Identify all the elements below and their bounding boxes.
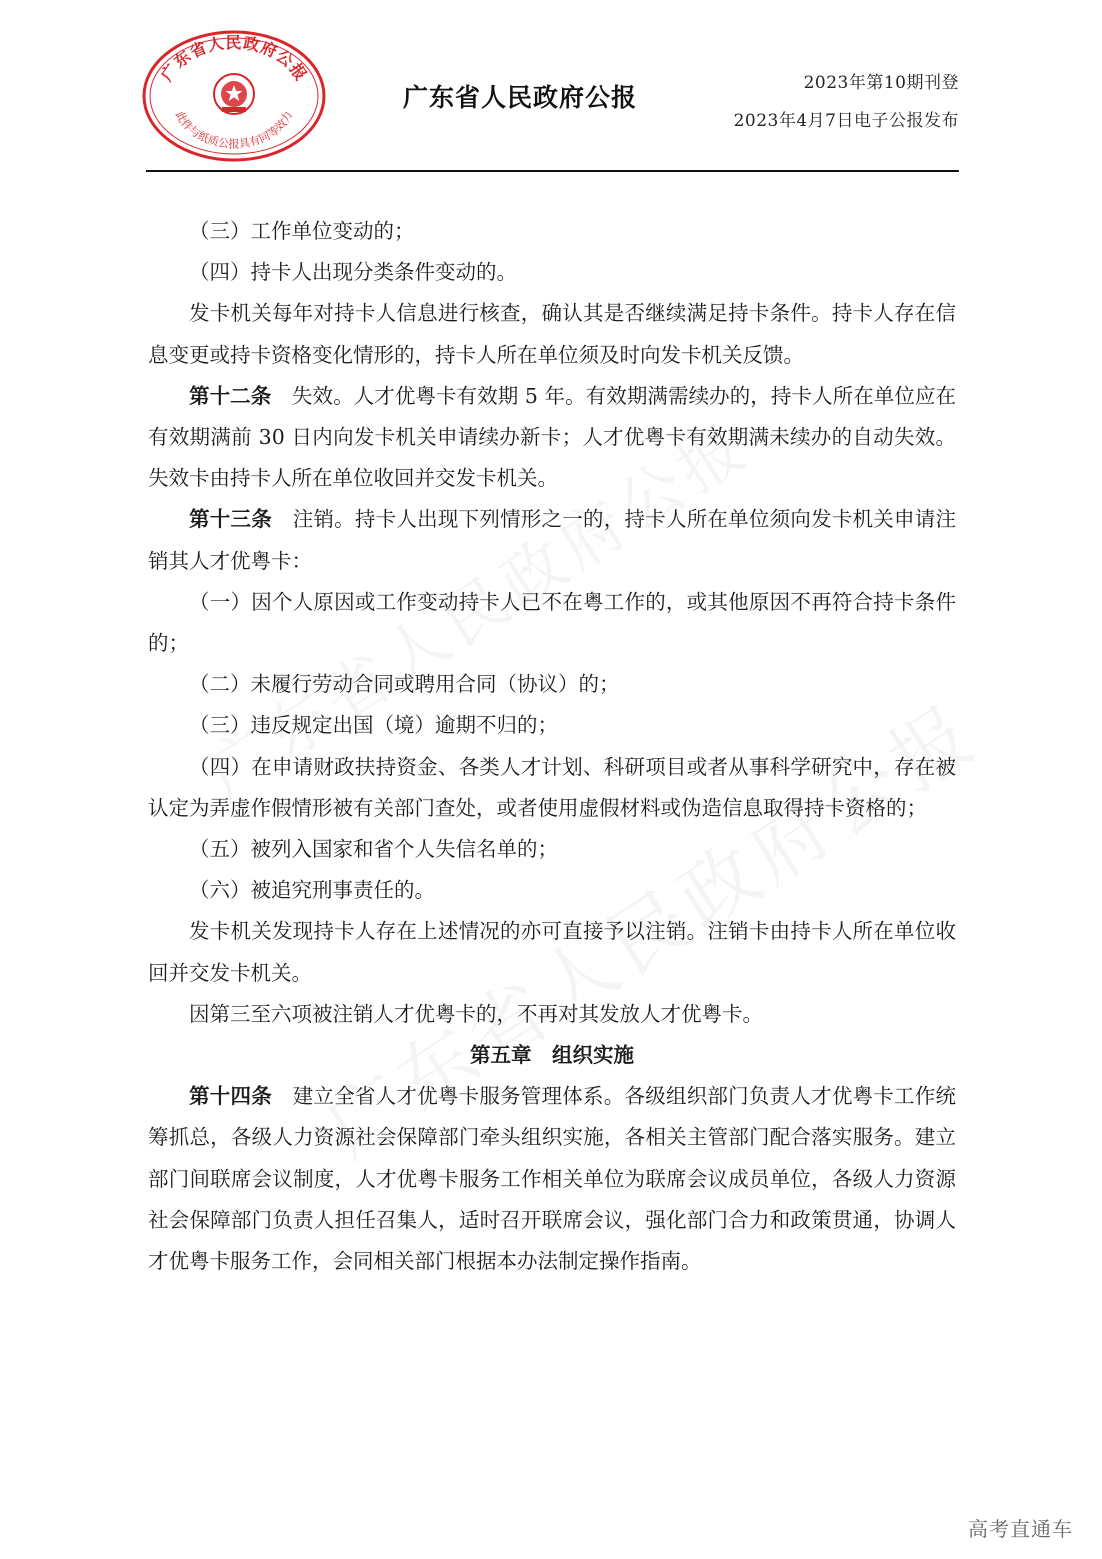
issue-number: 2023年第10期刊登	[803, 73, 959, 93]
article-12	[148, 376, 956, 500]
paragraph: （六）被追究刑事责任的。	[189, 878, 435, 903]
paragraph: 因第三至六项被注销人才优粤卡的，不再对其发放人才优粤卡。	[189, 1001, 763, 1026]
header-divider	[146, 170, 959, 172]
source-tag: 高考直通车	[968, 1517, 1073, 1541]
seal-top-text: 广东省人民政府公报	[156, 33, 312, 85]
article-text: 建立全省人才优粤卡服务管理体系。各级组织部门负责人才优粤卡工作统筹抓总，各级人力资源社会保障部门牵头组织实施，各相关主管部门配合落实服务。建立部门间联席会议制度，人才优粤卡服务工作相关单位为联席会议成员单位，各级人力资源社会保障部门负责人担任召集人，适时召开联席会议，强化部门合力和政策贯通，协调人才优粤卡服务工作，会同相关部门根据本办法制定操作指南。	[148, 1084, 957, 1274]
seal-bottom-text: 此件与纸质公报具有同等效力	[172, 109, 296, 151]
release-date: 2023年4月7日电子公报发布	[733, 111, 959, 131]
article-14	[148, 1076, 956, 1282]
official-seal	[140, 28, 326, 164]
article-label: 第十四条	[189, 1084, 272, 1109]
article-text: 注销。持卡人出现下列情形之一的，持卡人所在单位须向发卡机关申请注销其人才优粤卡：	[148, 507, 957, 573]
article-label: 第十三条	[189, 507, 272, 532]
document-body	[148, 211, 956, 1282]
national-emblem-icon	[214, 74, 254, 114]
paragraph: （一）因个人原因或工作变动持卡人已不在粤工作的，或其他原因不再符合持卡条件的；	[148, 589, 956, 656]
paragraph: （四）持卡人出现分类条件变动的。	[189, 260, 517, 285]
paragraph: （三）违反规定出国（境）逾期不归的；	[189, 713, 558, 738]
chapter-heading: 第五章 组织实施	[470, 1043, 634, 1068]
paragraph: （二）未履行劳动合同或聘用合同（协议）的；	[189, 672, 620, 697]
paragraph: 发卡机关发现持卡人存在上述情况的亦可直接予以注销。注销卡由持卡人所在单位收回并交发卡机关。	[148, 919, 956, 985]
paragraph: （三）工作单位变动的；	[189, 219, 415, 243]
paragraph: 发卡机关每年对持卡人信息进行核查，确认其是否继续满足持卡条件。持卡人存在信息变更或持卡资格变化情形的，持卡人所在单位须及时向发卡机关反馈。	[148, 301, 956, 367]
article-label: 第十二条	[189, 383, 272, 408]
issue-info	[734, 64, 959, 140]
article-13	[148, 499, 956, 581]
article-text: 失效。人才优粤卡有效期 5 年。有效期满需续办的，持卡人所在单位应在有效期满前 30 日内向发卡机关申请续办新卡；人才优粤卡有效期满未续办的自动失效。失效卡由持卡人所在单位收回并交发卡机关。	[148, 383, 957, 491]
paragraph: （五）被列入国家和省个人失信名单的；	[189, 837, 558, 862]
paragraph: （四）在申请财政扶持资金、各类人才计划、科研项目或者从事科学研究中，存在被认定为弄虚作假情形被有关部门查处，或者使用虚假材料或伪造信息取得持卡资格的；	[148, 754, 956, 820]
bulletin-title: 广东省人民政府公报	[402, 83, 637, 112]
